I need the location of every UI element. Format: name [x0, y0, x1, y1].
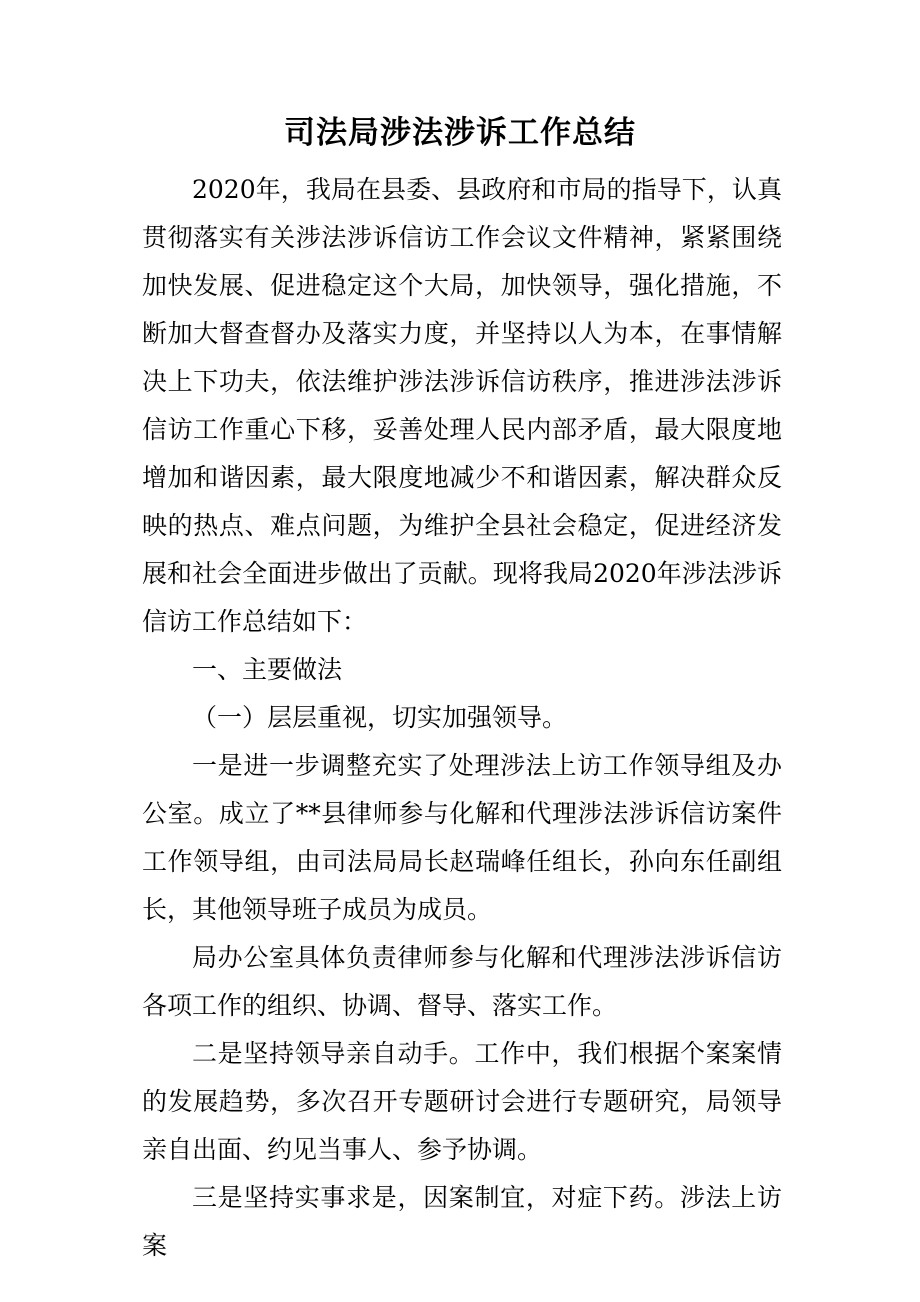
paragraph-intro: 2020年，我局在县委、县政府和市局的指导下，认真贯彻落实有关涉法涉诉信访工作会议文件精神，紧紧围绕加快发展、促进稳定这个大局，加快领导，强化措施，不断加大督查督办及落实力度，并坚持以人为本，在事情解决上下功夫，依法维护涉法涉诉信访秩序，推进涉法涉诉信访工作重心下移，妥善处理人民内部矛盾，最大限度地增加和谐因素，最大限度地减少不和谐因素，解决群众反映的热点、难点问题，为维护全县社会稳定，促进经济发展和社会全面进步做出了贡献。现将我局2020年涉法涉诉信访工作总结如下： — [142, 175, 782, 636]
document-title: 司法局涉法涉诉工作总结 — [284, 115, 636, 151]
document-body — [142, 166, 782, 1270]
paragraph-point-two: 二是坚持领导亲自动手。工作中，我们根据个案案情的发展趋势，多次召开专题研讨会进行专题研究，局领导亲自出面、约见当事人、参予协调。 — [142, 1039, 782, 1164]
paragraph-point-one: 一是进一步调整充实了处理涉法上访工作领导组及办公室。成立了**县律师参与化解和代理涉法涉诉信访案件工作领导组，由司法局局长赵瑞峰任组长，孙向东任副组长，其他领导班子成员为成员。 — [142, 751, 782, 924]
subsection-heading-leadership: （一）层层重视，切实加强领导。 — [192, 703, 568, 732]
paragraph-office-duty: 局办公室具体负责律师参与化解和代理涉法涉诉信访各项工作的组织、协调、督导、落实工作。 — [142, 943, 782, 1020]
section-heading-main-practices: 一、主要做法 — [192, 655, 343, 684]
paragraph-point-three: 三是坚持实事求是，因案制宜，对症下药。涉法上访案 — [142, 1183, 782, 1260]
